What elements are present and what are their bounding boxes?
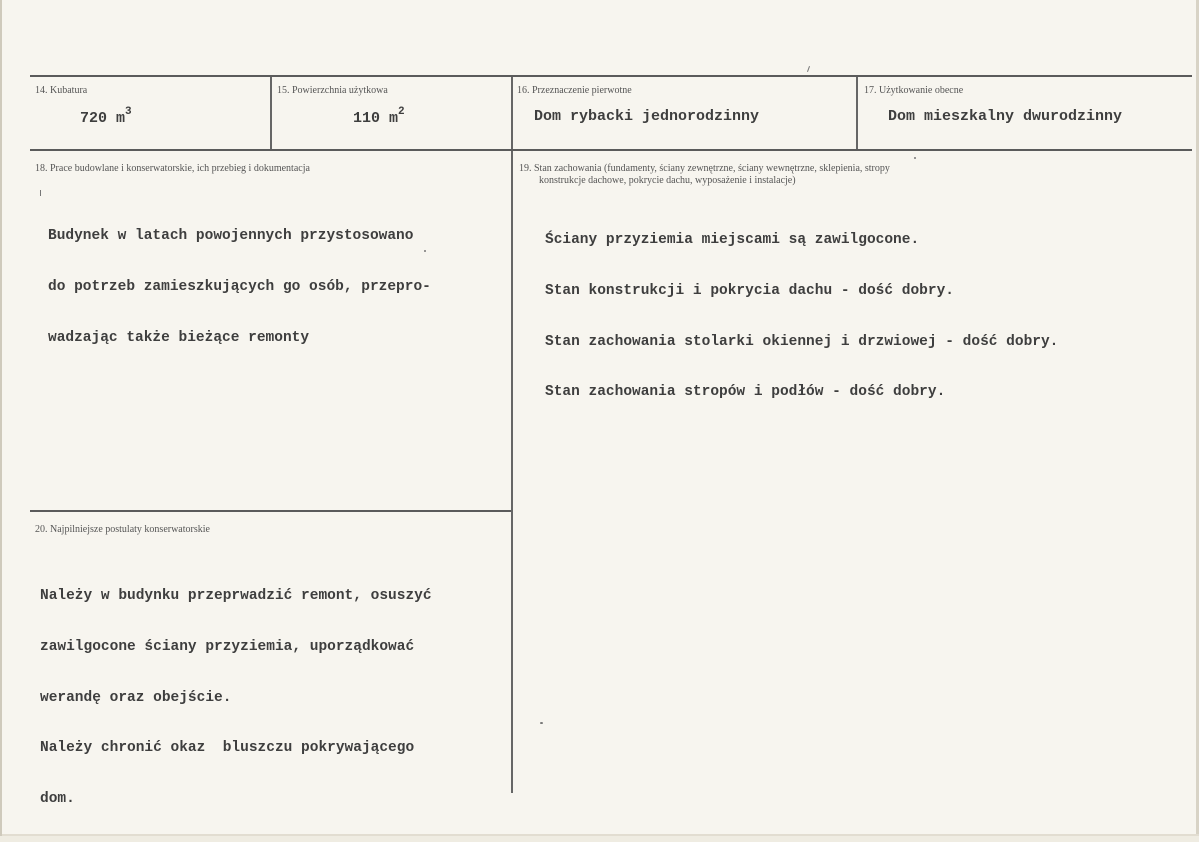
section-20-line: zawilgocone ściany przyziemia, uporządkować xyxy=(40,638,415,655)
section-19-line: Stan zachowania stolarki okiennej i drzwiowej - dość dobry. xyxy=(545,333,1059,350)
divider-14-15 xyxy=(270,77,272,149)
speck-mark xyxy=(424,250,426,252)
section-19-line: Stan zachowania stropów i podłów - dość dobry. xyxy=(545,384,946,401)
section-18-line: do potrzeb zamieszkujących go osób, przepro- xyxy=(48,278,431,295)
fields-bottom-rule xyxy=(30,149,1192,151)
speck-mark xyxy=(807,66,810,72)
section-19-label: 19. Stan zachowania (fundamenty, ściany zewnętrzne, ściany wewnętrzne, sklepienia, stropy xyxy=(519,163,890,174)
field-15-label: 15. Powierzchnia użytkowa xyxy=(277,85,388,96)
speck-mark xyxy=(914,157,916,159)
section-19-line: Stan konstrukcji i pokrycia dachu - dość dobry. xyxy=(545,282,954,299)
section-18-line: Budynek w latach powojennych przystosowano xyxy=(48,227,414,244)
section-18-line: wadzając także bieżące remonty xyxy=(48,329,310,346)
field-16-label: 16. Przeznaczenie pierwotne xyxy=(517,85,632,96)
section-18-label: 18. Prace budowlane i konserwatorskie, ich przebieg i dokumentacja xyxy=(35,163,310,174)
section-18-text xyxy=(48,194,431,380)
field-14-value: 720 $m^3$ xyxy=(80,106,132,127)
field-14-label: 14. Kubatura xyxy=(35,85,88,96)
top-rule xyxy=(30,75,1192,77)
section-20-line: Należy w budynku przeprwadzić remont, osuszyć xyxy=(40,587,432,604)
section-20-label: 20. Najpilniejsze postulaty konserwatorskie xyxy=(35,524,210,535)
field-16-value: Dom rybacki jednorodzinny xyxy=(534,108,760,125)
section-19-text xyxy=(545,198,1058,435)
speck-mark xyxy=(540,722,543,724)
divider-16-17 xyxy=(856,77,858,149)
section-19-label-cont: konstrukcje dachowe, pokrycie dachu, wyposażenie i instalacje) xyxy=(539,175,796,186)
field-15-value: 110 $m^2$ xyxy=(353,106,405,127)
section-18-bottom-rule xyxy=(30,510,512,512)
section-20-line: werandę oraz obejście. xyxy=(40,689,232,706)
speck-mark xyxy=(40,190,41,196)
section-20-line: dom. xyxy=(40,791,75,808)
divider-15-16 xyxy=(511,77,513,149)
field-17-label: 17. Użytkowanie obecne xyxy=(864,85,964,96)
section-20-text xyxy=(40,554,432,842)
field-17-value: Dom mieszkalny dwurodzinny xyxy=(888,108,1123,125)
divider-left-right xyxy=(511,151,513,793)
section-19-line: Ściany przyziemia miejscami są zawilgocone. xyxy=(545,231,920,248)
section-20-line: Należy chronić okaz bluszczu pokrywającego xyxy=(40,740,415,757)
